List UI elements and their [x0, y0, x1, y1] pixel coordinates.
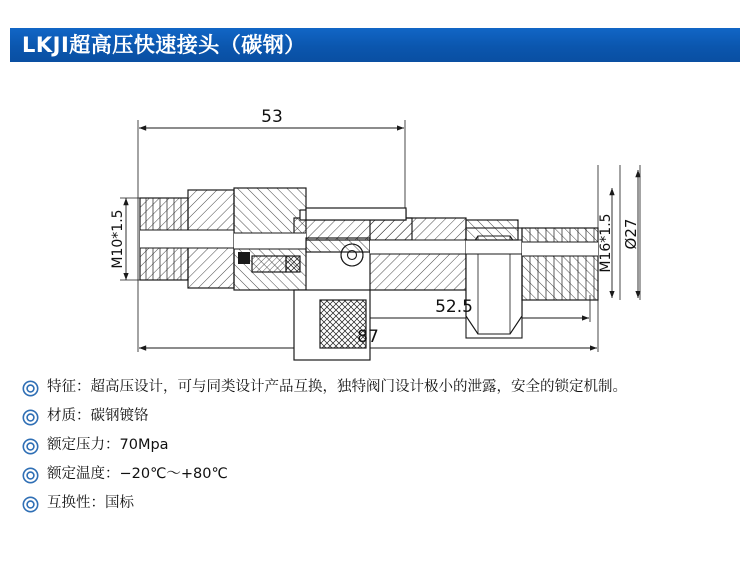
dim-label-87: 87 — [357, 327, 379, 347]
list-item — [22, 465, 732, 484]
dim-label-m10: M10*1.5 — [110, 209, 126, 269]
double-circle-icon — [22, 409, 39, 426]
list-item — [22, 436, 732, 455]
list-item — [22, 407, 732, 426]
spec-feature: 特征：超高压设计，可与同类设计产品互换，独特阀门设计极小的泄露，安全的锁定机制。 — [47, 379, 627, 395]
dim-label-m16: M16*1.5 — [598, 213, 614, 273]
spec-temperature: 额定温度：−20℃～+80℃ — [47, 466, 228, 482]
dim-label-525: 52.5 — [435, 297, 473, 317]
list-item — [22, 494, 732, 513]
spec-pressure: 额定压力：70Mpa — [47, 437, 169, 453]
spec-list — [22, 378, 732, 523]
page-title: LKJI超高压快速接头（碳钢） — [22, 33, 306, 57]
double-circle-icon — [22, 467, 39, 484]
spec-interchange: 互换性：国标 — [47, 495, 134, 511]
list-item — [22, 378, 732, 397]
spec-material: 材质：碳钢镀铬 — [47, 408, 149, 424]
technical-drawing — [0, 70, 750, 370]
page-title-bar — [10, 28, 740, 62]
double-circle-icon — [22, 380, 39, 397]
dim-label-53: 53 — [261, 107, 283, 127]
dim-label-diameter: Ø27 — [622, 218, 640, 250]
double-circle-icon — [22, 496, 39, 513]
double-circle-icon — [22, 438, 39, 455]
